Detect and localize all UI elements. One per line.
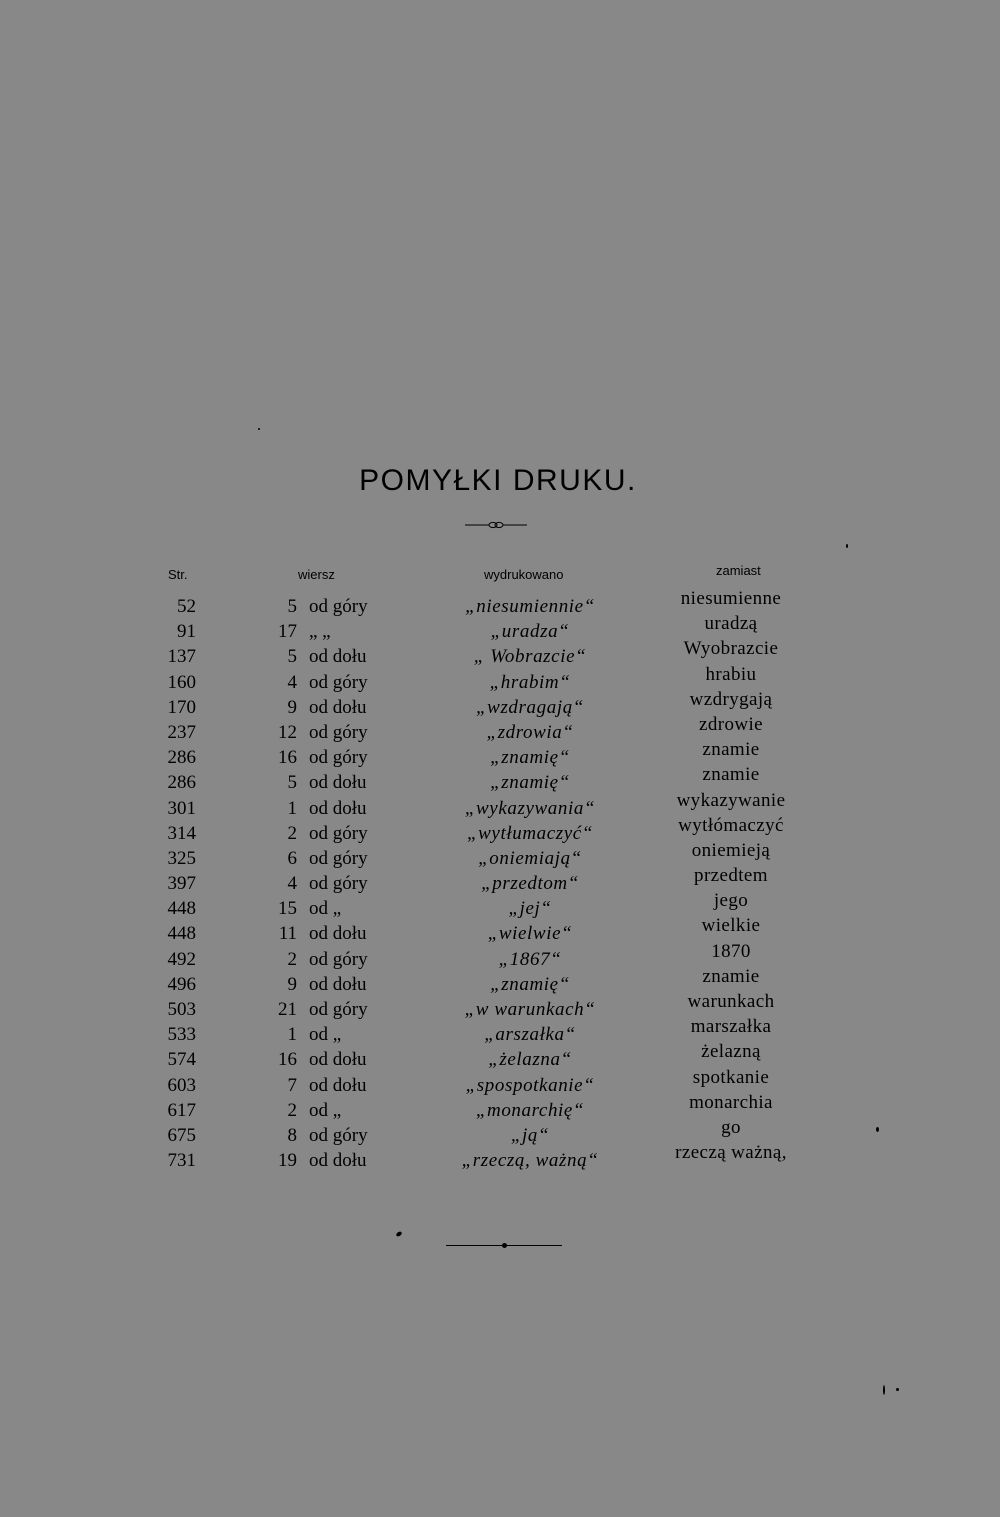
row-line-number: 2 (287, 822, 297, 844)
row-line-direction: od góry (309, 847, 368, 869)
row-line-number: 9 (287, 973, 297, 995)
row-line-number: 7 (287, 1074, 297, 1096)
row-line-number: 16 (278, 747, 297, 769)
row-page-number: 286 (167, 772, 196, 794)
row-page-number: 397 (167, 873, 196, 895)
row-correct-text: Wyobrazcie (683, 638, 779, 660)
row-line-number: 11 (278, 923, 297, 945)
table-row (0, 688, 1000, 720)
row-page-number: 731 (167, 1150, 196, 1172)
row-line-number: 5 (287, 772, 297, 794)
table-row (0, 739, 1000, 770)
row-line-direction: od dołu (309, 646, 367, 668)
row-printed-text: „arszałka“ (484, 1024, 576, 1046)
row-correct-text: wzdrygają (689, 688, 773, 710)
row-line-direction: od dołu (309, 772, 367, 794)
row-line-direction: od góry (309, 873, 368, 895)
table-row (0, 1142, 1000, 1173)
row-line-number: 12 (278, 721, 297, 743)
row-printed-text: „znamię“ (490, 973, 570, 995)
row-line-number: 5 (287, 646, 297, 668)
row-printed-text: „ Wobrazcie“ (473, 646, 587, 668)
row-line-number: 6 (287, 847, 297, 869)
table-row (0, 1041, 1000, 1072)
column-header-correct: zamiast (716, 563, 761, 578)
table-row (0, 588, 1000, 619)
row-line-direction: „ „ (309, 621, 331, 643)
row-line-direction: od góry (309, 747, 368, 769)
row-printed-text: „oniemiają“ (478, 847, 582, 869)
row-page-number: 503 (167, 999, 196, 1020)
row-printed-text: „spospotkanie“ (465, 1074, 595, 1096)
row-page-number: 160 (167, 671, 196, 693)
row-page-number: 325 (167, 847, 196, 869)
row-line-number: 2 (287, 948, 297, 970)
row-printed-text: „1867“ (498, 948, 562, 970)
scan-speck (896, 1388, 899, 1391)
row-line-direction: od dołu (309, 923, 367, 945)
row-page-number: 617 (167, 1099, 196, 1121)
row-correct-text: wytłómaczyć (678, 814, 784, 836)
end-rule-dot (502, 1243, 507, 1248)
row-page-number: 603 (167, 1074, 196, 1096)
row-line-direction: od dołu (309, 1074, 367, 1096)
table-row (0, 663, 1000, 695)
row-correct-text: hrabiu (705, 663, 757, 685)
row-page-number: 314 (167, 822, 196, 844)
row-page-number: 533 (167, 1024, 196, 1046)
row-correct-text: znamie (702, 965, 760, 987)
row-printed-text: „znamię“ (490, 772, 570, 794)
table-row (0, 940, 1000, 972)
title-ornament (465, 521, 527, 529)
row-line-number: 1 (287, 797, 297, 819)
row-page-number: 52 (177, 596, 196, 617)
row-page-number: 675 (167, 1124, 196, 1146)
row-printed-text: „monarchię“ (475, 1099, 585, 1121)
row-correct-text: warunkach (687, 991, 775, 1012)
row-printed-text: „przedtom“ (481, 873, 579, 895)
row-printed-text: „wytłumaczyć“ (466, 822, 593, 844)
row-printed-text: „zdrowia“ (486, 721, 574, 743)
row-line-number: 16 (278, 1049, 297, 1071)
table-row (0, 713, 1000, 745)
row-line-number: 19 (278, 1150, 297, 1172)
scan-speck (876, 1127, 879, 1132)
row-line-number: 8 (287, 1124, 297, 1146)
row-correct-text: wielkie (701, 915, 761, 937)
row-printed-text: „wielwie“ (487, 923, 573, 945)
table-row (0, 1016, 1000, 1047)
row-page-number: 91 (177, 621, 196, 643)
row-line-direction: od góry (309, 721, 368, 743)
row-page-number: 492 (167, 948, 196, 970)
row-line-number: 5 (287, 596, 297, 617)
row-line-number: 21 (278, 999, 297, 1020)
row-correct-text: rzeczą ważną, (675, 1142, 787, 1164)
row-printed-text: „ją“ (510, 1124, 550, 1146)
row-line-direction: od góry (309, 948, 368, 970)
row-printed-text: „jej“ (508, 898, 552, 920)
row-correct-text: jego (713, 890, 749, 912)
row-page-number: 137 (167, 646, 196, 668)
row-correct-text: niesumienne (680, 588, 782, 609)
row-printed-text: „wzdragają“ (476, 696, 584, 718)
row-line-direction: od góry (309, 671, 368, 693)
row-line-number: 4 (287, 873, 297, 895)
row-line-number: 17 (278, 621, 297, 643)
table-row (0, 764, 1000, 795)
row-line-direction: od „ (309, 898, 342, 920)
row-line-direction: od góry (309, 1124, 368, 1146)
row-line-number: 4 (287, 671, 297, 693)
table-row (0, 1066, 1000, 1098)
row-printed-text: „uradza“ (490, 621, 570, 643)
row-printed-text: „w warunkach“ (464, 999, 596, 1020)
column-header-page: Str. (168, 567, 188, 582)
table-row (0, 915, 1000, 946)
column-header-printed: wydrukowano (484, 567, 564, 582)
row-correct-text: znamie (702, 764, 760, 786)
row-page-number: 448 (167, 923, 196, 945)
row-line-number: 15 (278, 898, 297, 920)
table-row (0, 638, 1000, 669)
row-page-number: 286 (167, 747, 196, 769)
row-line-number: 9 (287, 696, 297, 718)
row-line-direction: od dołu (309, 797, 367, 819)
page-title: POMYŁKI DRUKU. (359, 464, 637, 497)
row-page-number: 496 (167, 973, 196, 995)
row-printed-text: „rzeczą, ważną“ (461, 1150, 599, 1172)
table-row (0, 789, 1000, 821)
row-correct-text: spotkanie (692, 1066, 770, 1088)
row-correct-text: marszałka (690, 1016, 772, 1038)
scan-speck (846, 544, 848, 548)
row-line-number: 1 (287, 1024, 297, 1046)
row-page-number: 237 (167, 721, 196, 743)
row-correct-text: zdrowie (699, 713, 763, 735)
row-line-direction: od dołu (309, 1049, 367, 1071)
row-line-direction: od dołu (309, 1150, 367, 1172)
row-correct-text: przedtem (694, 865, 768, 887)
row-page-number: 170 (167, 696, 196, 718)
table-row (0, 890, 1000, 921)
table-row (0, 865, 1000, 896)
row-line-direction: od góry (309, 822, 368, 844)
row-correct-text: znamie (702, 739, 760, 761)
row-line-direction: od „ (309, 1099, 342, 1121)
table-row (0, 839, 1000, 871)
row-line-direction: od dołu (309, 973, 367, 995)
table-row (0, 613, 1000, 644)
row-printed-text: „znamię“ (490, 747, 570, 769)
row-correct-text: monarchia (689, 1091, 773, 1113)
row-line-number: 2 (287, 1099, 297, 1121)
errata-table (0, 588, 1000, 1173)
row-correct-text: wykazywanie (676, 789, 786, 811)
row-page-number: 448 (167, 898, 196, 920)
scan-speck (883, 1385, 885, 1395)
table-row (0, 814, 1000, 846)
row-line-direction: od dołu (309, 696, 367, 718)
row-printed-text: „żelazna“ (488, 1049, 572, 1071)
column-header-line: wiersz (298, 567, 335, 582)
table-row (0, 1116, 1000, 1148)
row-printed-text: „wykazywania“ (464, 797, 596, 819)
row-printed-text: „hrabim“ (489, 671, 571, 693)
row-printed-text: „niesumiennie“ (465, 596, 595, 617)
row-correct-text: uradzą (704, 613, 758, 635)
table-row (0, 965, 1000, 997)
row-line-direction: od góry (309, 596, 368, 617)
row-line-direction: od „ (309, 1024, 342, 1046)
row-correct-text: 1870 (711, 940, 751, 962)
row-correct-text: żelazną (701, 1041, 761, 1063)
row-correct-text: go (721, 1116, 741, 1138)
scan-speck (258, 428, 260, 430)
table-row (0, 991, 1000, 1022)
table-row (0, 1091, 1000, 1123)
row-line-direction: od góry (309, 999, 368, 1020)
scan-speck (395, 1231, 402, 1238)
row-correct-text: oniemieją (691, 839, 771, 861)
row-page-number: 574 (167, 1049, 196, 1071)
row-page-number: 301 (167, 797, 196, 819)
